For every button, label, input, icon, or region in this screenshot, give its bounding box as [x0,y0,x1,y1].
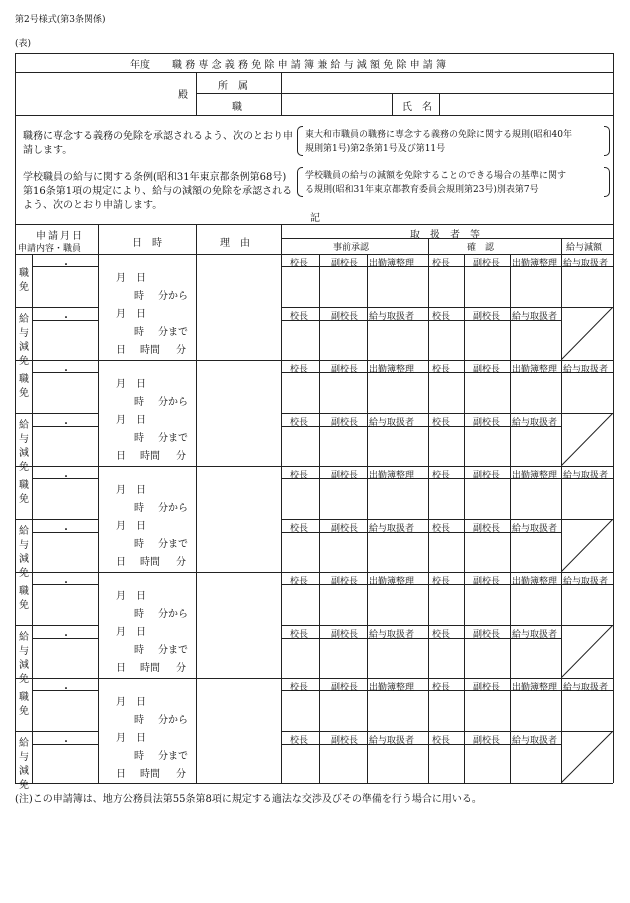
minute-from-label: 分から [158,715,188,726]
kocho-label: 校長 [290,736,309,746]
shukkin-label: 出勤簿整理 [369,577,415,587]
fukukocho-label: 副校長 [331,736,359,746]
addressee: 殿 [178,90,188,101]
header-kyuyo: 給与減額 [566,243,603,253]
kocho-label: 校長 [432,630,451,640]
kyuyo-toriatsukai-label: 給与取扱者 [563,259,609,269]
rule [15,519,98,520]
dot: ・ [61,631,71,642]
dot: ・ [61,684,71,695]
kyuyo-toriatsukai-label: 給与取扱者 [563,365,609,375]
fukukocho-label: 副校長 [331,524,359,534]
rule [15,466,613,467]
kyuyo-toriatsukai-label: 給与取扱者 [369,524,415,534]
hour-label: 時 [134,327,144,338]
kocho-label: 校長 [432,365,451,375]
minutes-label: 分 [176,557,186,568]
kyuyo-toriatsukai-label: 給与取扱者 [369,630,415,640]
header-toriatsukai: 取 扱 者 等 [410,230,480,241]
day-label: 日 [136,415,146,426]
dot: ・ [61,260,71,271]
kyuyo-toriatsukai-label: 給与取扱者 [512,418,558,428]
minute-to-label: 分まで [158,751,188,762]
day-label: 日 [136,733,146,744]
fukukocho-label: 副校長 [331,471,359,481]
hours-label: 時間 [140,557,160,568]
fukukocho-label: 副校長 [473,736,501,746]
kyuyo-genmen-label: 給与減免 [19,420,29,473]
day-label: 日 [136,591,146,602]
kyuyo-genmen-label: 給与減免 [19,632,29,685]
hour-label: 時 [134,397,144,408]
fukukocho-label: 副校長 [473,630,501,640]
page-title: 職務専念義務免除申請簿兼給与減額免除申請簿 [172,60,450,71]
kocho-label: 校長 [290,418,309,428]
kyuyo-toriatsukai-label: 給与取扱者 [369,736,415,746]
fukukocho-label: 副校長 [331,365,359,375]
header-date-line1: 申請月日 [36,231,84,242]
month-label: 月 [116,273,126,284]
stmt2-ref-line1: 学校職員の給与の減額を免除することのできる場合の基準に関す [305,171,567,181]
shukkin-label: 出勤簿整理 [512,365,558,375]
shokumen-label: 職免 [19,268,29,293]
kocho-label: 校長 [432,736,451,746]
hour-label: 時 [134,645,144,656]
kocho-label: 校長 [290,577,309,587]
fukukocho-label: 副校長 [331,630,359,640]
minutes-label: 分 [176,769,186,780]
kocho-label: 校長 [290,312,309,322]
shokumen-label: 職免 [19,586,29,611]
kyuyo-genmen-label: 給与減免 [19,738,29,791]
fukukocho-label: 副校長 [473,418,501,428]
rule [15,307,98,308]
rule [15,224,613,225]
hour-label: 時 [134,751,144,762]
fukukocho-label: 副校長 [331,577,359,587]
shukkin-label: 出勤簿整理 [512,577,558,587]
shukkin-label: 出勤簿整理 [369,259,415,269]
rule [15,678,613,679]
shoku-label: 職 [232,102,242,113]
stmt1-line1: 職務に専念する義務の免除を承認されるよう、次のとおり申 [23,131,293,142]
kocho-label: 校長 [432,418,451,428]
month-label: 月 [116,697,126,708]
rule [15,572,613,573]
kyuyo-genmen-label: 給与減免 [19,314,29,367]
diagonal-strike [561,307,613,360]
footnote: (注)この申請簿は、地方公務員法第55条第8項に規定する適法な交渉及びその準備を行う場合に用いる。 [15,794,482,805]
dot: ・ [61,525,71,536]
rule [15,731,98,732]
dot: ・ [61,578,71,589]
minute-from-label: 分から [158,503,188,514]
kyuyo-genmen-label: 給与減免 [19,526,29,579]
hour-label: 時 [134,433,144,444]
kyuyo-toriatsukai-label: 給与取扱者 [563,577,609,587]
month-label: 月 [116,415,126,426]
kocho-label: 校長 [432,524,451,534]
minutes-label: 分 [176,451,186,462]
rule [15,72,613,73]
kyuyo-toriatsukai-label: 給与取扱者 [512,524,558,534]
month-label: 月 [116,379,126,390]
minute-from-label: 分から [158,609,188,620]
hours-label: 時間 [140,451,160,462]
hour-label: 時 [134,291,144,302]
rule [15,625,98,626]
minute-from-label: 分から [158,397,188,408]
header-riyu: 理 由 [220,238,250,249]
minutes-label: 分 [176,345,186,356]
rule [15,413,98,414]
dot: ・ [61,472,71,483]
dot: ・ [61,419,71,430]
stmt1-ref-line2: 規則第1号)第2条第1号及び第11号 [305,144,446,154]
diagonal-strike [561,413,613,466]
month-label: 月 [116,309,126,320]
hour-label: 時 [134,503,144,514]
shozoku-label: 所 属 [218,81,248,92]
shukkin-label: 出勤簿整理 [369,683,415,693]
stmt2-line2: 第16条第1項の規定により、給与の減額の免除を承認される [23,186,293,197]
shukkin-label: 出勤簿整理 [512,259,558,269]
month-label: 月 [116,521,126,532]
form-number: 第2号様式(第3条関係) [15,15,106,25]
month-label: 月 [116,485,126,496]
stmt1-line2: 請します。 [23,145,73,156]
month-label: 月 [116,733,126,744]
fukukocho-label: 副校長 [473,577,501,587]
month-label: 月 [116,627,126,638]
hour-label: 時 [134,715,144,726]
header-nichiji: 日 時 [132,238,162,249]
kocho-label: 校長 [290,365,309,375]
frame-left [15,53,16,783]
month-label: 月 [116,591,126,602]
bracket [604,126,610,156]
stmt1-ref-line1: 東大和市職員の職務に専念する義務の免除に関する規則(昭和40年 [305,130,572,140]
stmt2-line3: よう、次のとおり申請します。 [23,200,163,211]
shukkin-label: 出勤簿整理 [369,365,415,375]
hours-label: 時間 [140,769,160,780]
header-jizen: 事前承認 [333,243,370,253]
fukukocho-label: 副校長 [473,471,501,481]
day-label: 日 [136,273,146,284]
rule [15,360,613,361]
minute-from-label: 分から [158,291,188,302]
diagonal-strike [561,519,613,572]
fukukocho-label: 副校長 [473,365,501,375]
fukukocho-label: 副校長 [473,683,501,693]
kocho-label: 校長 [290,683,309,693]
kyuyo-toriatsukai-label: 給与取扱者 [369,418,415,428]
dot: ・ [61,737,71,748]
shokumen-label: 職免 [19,374,29,399]
kocho-label: 校長 [432,312,451,322]
diagonal-strike [561,625,613,678]
fukukocho-label: 副校長 [473,259,501,269]
stmt2-ref-line2: る規則(昭和31年東京都教育委員会規則第23号)別表第7号 [305,185,539,195]
fukukocho-label: 副校長 [331,683,359,693]
ki-mark: 記 [310,213,320,224]
shukkin-label: 出勤簿整理 [512,471,558,481]
bracket [604,167,610,197]
minute-to-label: 分まで [158,645,188,656]
rule [15,115,613,116]
diagonal-strike [561,731,613,783]
rule [281,238,613,239]
bracket [297,126,303,156]
kocho-label: 校長 [290,471,309,481]
hours-label: 時間 [140,663,160,674]
day-label: 日 [136,697,146,708]
day-label: 日 [136,627,146,638]
fukukocho-label: 副校長 [473,312,501,322]
nendo-label: 年度 [130,60,150,71]
hours-label: 時間 [140,345,160,356]
minute-to-label: 分まで [158,327,188,338]
kocho-label: 校長 [290,630,309,640]
kocho-label: 校長 [290,259,309,269]
shokumen-label: 職免 [19,480,29,505]
bracket [297,167,303,197]
day-count-label: 日 [116,557,126,568]
day-label: 日 [136,379,146,390]
shukkin-label: 出勤簿整理 [512,683,558,693]
kocho-label: 校長 [432,471,451,481]
day-count-label: 日 [116,345,126,356]
day-count-label: 日 [116,769,126,780]
kyuyo-toriatsukai-label: 給与取扱者 [563,471,609,481]
kocho-label: 校長 [432,683,451,693]
fukukocho-label: 副校長 [331,259,359,269]
kocho-label: 校長 [432,259,451,269]
rule [98,224,99,783]
kyuyo-toriatsukai-label: 給与取扱者 [369,312,415,322]
form-side: (表) [15,39,32,49]
dot: ・ [61,313,71,324]
day-label: 日 [136,521,146,532]
header-kakunin: 確 認 [467,243,495,253]
frame-bottom [15,783,613,784]
kocho-label: 校長 [432,577,451,587]
day-label: 日 [136,309,146,320]
fukukocho-label: 副校長 [473,524,501,534]
kyuyo-toriatsukai-label: 給与取扱者 [512,312,558,322]
shokumen-label: 職免 [19,692,29,717]
day-count-label: 日 [116,451,126,462]
kyuyo-toriatsukai-label: 給与取扱者 [512,736,558,746]
kyuyo-toriatsukai-label: 給与取扱者 [512,630,558,640]
rule [439,93,440,115]
frame-top [15,53,613,54]
rule [196,224,197,783]
frame-right [613,53,614,783]
day-label: 日 [136,485,146,496]
kyuyo-toriatsukai-label: 給与取扱者 [563,683,609,693]
header-date-line2: 申請内容・職員 [18,244,82,254]
shimei-label: 氏 名 [402,102,432,113]
day-count-label: 日 [116,663,126,674]
minute-to-label: 分まで [158,539,188,550]
rule [392,93,393,115]
dot: ・ [61,366,71,377]
rule [196,93,613,94]
kocho-label: 校長 [290,524,309,534]
minute-to-label: 分まで [158,433,188,444]
rule [15,254,613,255]
minutes-label: 分 [176,663,186,674]
fukukocho-label: 副校長 [331,312,359,322]
shukkin-label: 出勤簿整理 [369,471,415,481]
hour-label: 時 [134,539,144,550]
fukukocho-label: 副校長 [331,418,359,428]
hour-label: 時 [134,609,144,620]
stmt2-line1: 学校職員の給与に関する条例(昭和31年東京都条例第68号) [23,172,287,183]
